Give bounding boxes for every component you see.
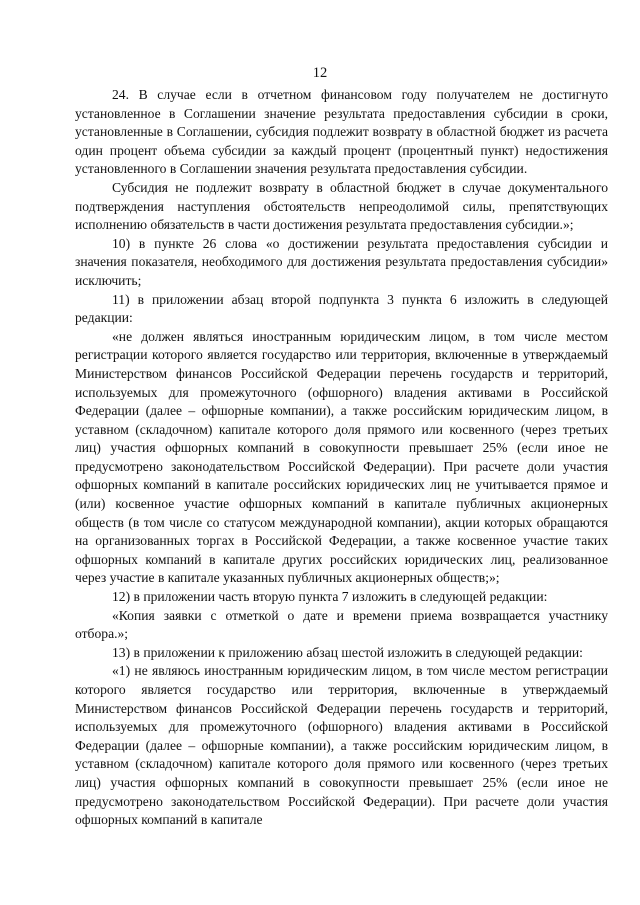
paragraph-item-13: 13) в приложении к приложению абзац шестой изложить в следующей редакции: [112, 644, 583, 660]
paragraph-item-24: 24. В случае если в отчетном финансовом году получателем не достигнуто установленное в Соглашении значение результата предоставления субсидии в сроки, установленные в Соглашении, субсидия подлежит возврату в областной бюджет из расчета один процент объема субсидии за каждый процент (процентный пункт) недостижения установленного в Соглашении значения результата предоставления субсидии. [75, 87, 608, 177]
page-number: 12 [312, 65, 328, 81]
paragraph-item-11: 11) в приложении абзац второй подпункта 3 пункта 6 изложить в следующей редакции: [75, 291, 608, 326]
paragraph-subsidy-no-return: Субсидия не подлежит возврату в областной бюджет в случае документального подтверждения наступления обстоятельств непреодолимой силы, препятствующих исполнению обязательств в части достижения результата предоставления субсидии.»; [75, 179, 608, 233]
paragraph-declaration-quote: «1) не являюсь иностранным юридическим лицом, в том числе местом регистрации которого является государство или территория, включенные в утверждаемый Министерством финансов Российской Федерации перечень государств и территорий, используемых для промежуточного (офшорного) владения активами в Российской Федерации (далее – офшорные компании), а также российским юридическим лицом, в уставном (складочном) капитале которого доля прямого или косвенного (через третьих лиц) участия офшорных компаний в совокупности превышает 25% (если иное не предусмотрено законодательством Российской Федерации). При расчете доли участия офшорных компаний в капитале [75, 663, 608, 828]
paragraph-item-10: 10) в пункте 26 слова «о достижении результата предоставления субсидии и значения показателя, необходимого для достижения результата предоставления субсидии» исключить; [75, 235, 608, 288]
document-body [75, 86, 608, 830]
paragraph-application-copy-quote: «Копия заявки с отметкой о дате и времени приема возвращается участнику отбора.»; [75, 607, 608, 642]
paragraph-item-12: 12) в приложении часть вторую пункта 7 изложить в следующей редакции: [112, 589, 548, 605]
paragraph-offshore-quote: «не должен являться иностранным юридическим лицом, в том числе местом регистрации которого является государство или территория, включенные в утверждаемый Министерством финансов Российской Федерации перечень государств и территорий, используемых для промежуточного (офшорного) владения активами в Российской Федерации (далее – офшорные компании), а также российским юридическим лицом, в уставном (складочном) капитале которого доля прямого или косвенного (через третьих лиц) участия офшорных компаний в совокупности превышает 25% (если иное не предусмотрено законодательством Российской Федерации). При расчете доли участия офшорных компаний в капитале российских юридических лиц не учитывается прямое и (или) косвенное участие офшорных компаний в капитале публичных акционерных обществ (в том числе со статусом международной компании), акции которых обращаются на организованных торгах в Российской Федерации, а также косвенное участие таких офшорных компаний в капитале других российских юридических лиц, реализованное через участие в капитале указанных публичных акционерных обществ;»; [75, 328, 608, 586]
